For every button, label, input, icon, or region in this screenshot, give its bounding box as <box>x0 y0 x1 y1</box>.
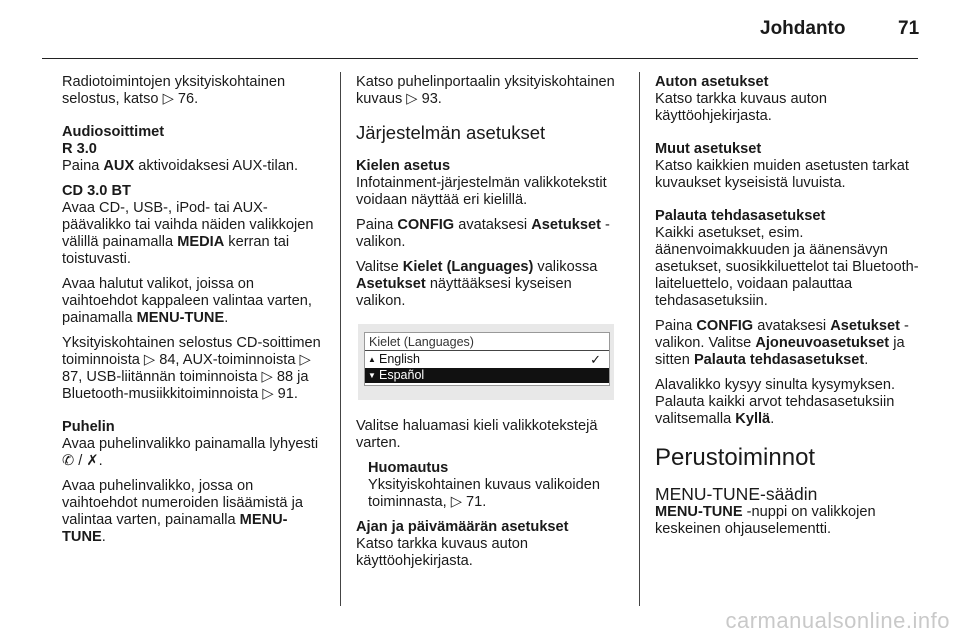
language-option-label: English <box>379 352 420 366</box>
vehicle-settings-heading: Auton asetukset <box>655 74 769 90</box>
vehicle-settings-paragraph: Katso tarkka kuvaus auton käyttöohjekirjasta. <box>655 91 827 124</box>
page-reference[interactable]: ▷ 76. <box>162 91 199 107</box>
language-menu-display <box>364 332 610 386</box>
open-menus-paragraph: Avaa halutut valikot, joissa on vaihtoehdot kappaleen valintaa varten, painamalla MENU-TUNE. <box>62 276 312 326</box>
column-3 <box>655 74 923 546</box>
other-settings-heading: Muut asetukset <box>655 141 762 157</box>
choose-language-paragraph: Valitse haluamasi kieli valikkotekstejä varten. <box>356 418 598 451</box>
language-menu-title: Kielet (Languages) <box>369 335 474 349</box>
detail-paragraph: Yksityiskohtainen selostus CD-soittimen toiminnoista ▷ 84, AUX-toiminnoista ▷ 87, USB-liitännän toiminnoista ▷ 88 ja Bluetooth-musiikkitoiminnoista ▷ 91. <box>62 335 321 402</box>
factory-reset-heading: Palauta tehdasasetukset <box>655 208 826 224</box>
portal-paragraph: Katso puhelinportaalin yksityiskohtainen kuvaus ▷ 93. <box>356 74 615 107</box>
time-date-paragraph: Katso tarkka kuvaus auton käyttöohjekirjasta. <box>356 536 528 569</box>
cd30-heading: CD 3.0 BT <box>62 183 131 199</box>
arrow-up-icon: ▲ <box>368 355 376 364</box>
language-option-espanol[interactable] <box>365 368 609 383</box>
column-divider-1 <box>340 72 341 606</box>
r30-paragraph: Paina AUX aktivoidaksesi AUX-tilan. <box>62 158 299 174</box>
factory-reset-steps: Paina CONFIG avataksesi Asetukset -valikon. Valitse Ajoneuvoasetukset ja sitten Palauta tehdasasetukset. <box>655 318 909 368</box>
menu-tune-heading: MENU-TUNE-säädin <box>655 484 818 504</box>
page-header-title: Johdanto <box>760 18 846 39</box>
config-paragraph: Paina CONFIG avataksesi Asetukset -valikon. <box>356 217 610 250</box>
checkmark-icon: ✓ <box>590 352 601 367</box>
language-option-english[interactable] <box>365 352 609 367</box>
system-settings-heading: Järjestelmän asetukset <box>356 122 546 143</box>
audio-players-heading: Audiosoittimet <box>62 124 165 140</box>
note-box <box>356 460 624 511</box>
menu-tune-paragraph: MENU-TUNE -nuppi on valikkojen keskeinen ohjauselementti. <box>655 504 876 537</box>
phone-paragraph: Avaa puhelinvalikko painamalla lyhyesti ✆ / ✗. <box>62 436 319 469</box>
header-rule <box>42 58 918 59</box>
cd30-paragraph: Avaa CD-, USB-, iPod- tai AUX-päävalikko tai vaihda näiden valikkojen välillä painamalla MEDIA kerran tai toistuvasti. <box>62 200 314 267</box>
note-paragraph: Yksityiskohtainen kuvaus valikoiden toiminnasta, ▷ 71. <box>368 477 601 510</box>
factory-reset-paragraph: Kaikki asetukset, esim. äänenvoimakkuuden ja äänensävyn asetukset, suosikkiluettelot tai Bluetooth-laiteluettelo, voidaan palauttaa tehdasasetuksiin. <box>655 225 919 309</box>
page-number: 71 <box>898 18 920 39</box>
arrow-down-icon: ▼ <box>368 371 376 380</box>
language-screen-illustration <box>358 324 614 400</box>
column-1 <box>62 74 330 554</box>
select-language-paragraph: Valitse Kielet (Languages) valikossa Asetukset näyttääksesi kyseisen valikon. <box>356 259 598 309</box>
language-heading: Kielen asetus <box>356 158 451 174</box>
language-paragraph: Infotainment-järjestelmän valikkotekstit voidaan näyttää eri kielillä. <box>356 175 607 208</box>
language-option-label: Español <box>379 368 425 382</box>
watermark: carmanualsonline.info <box>725 608 950 633</box>
column-2 <box>356 74 624 578</box>
basic-operation-heading: Perustoiminnot <box>655 444 816 471</box>
intro-paragraph: Radiotoimintojen yksityiskohtainen selostus, katso ▷ 76. <box>62 74 286 107</box>
note-heading: Huomautus <box>368 460 449 476</box>
language-menu-rule <box>365 350 609 351</box>
other-settings-paragraph: Katso kaikkien muiden asetusten tarkat kuvaukset kyseisistä luvuista. <box>655 158 909 191</box>
r30-heading: R 3.0 <box>62 141 97 157</box>
column-divider-2 <box>639 72 640 606</box>
time-date-heading: Ajan ja päivämäärän asetukset <box>356 519 569 535</box>
phone-heading: Puhelin <box>62 419 115 435</box>
phone-menu-paragraph: Avaa puhelinvalikko, jossa on vaihtoehdot numeroiden lisäämistä ja valintaa varten, painamalla MENU-TUNE. <box>62 478 303 545</box>
submenu-paragraph: Alavalikko kysyy sinulta kysymyksen. Palauta kaikki arvot tehdasasetuksiin valitsemalla Kyllä. <box>655 377 896 427</box>
